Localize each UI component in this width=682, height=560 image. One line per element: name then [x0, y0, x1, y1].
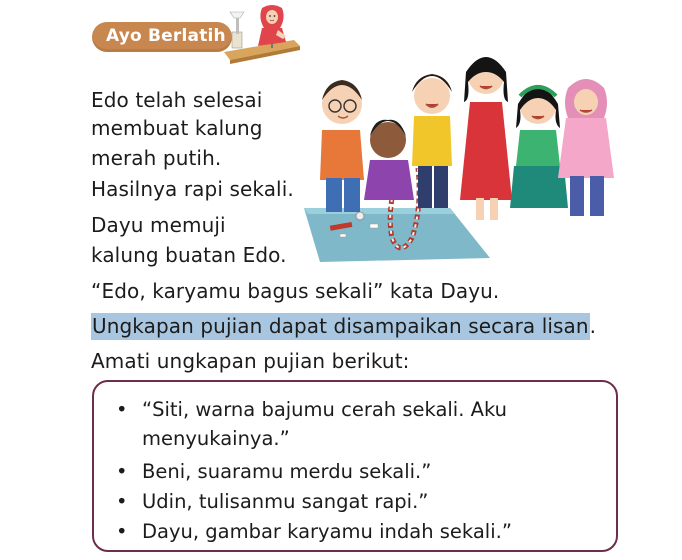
highlight-period: . — [589, 314, 597, 338]
examples-box — [92, 380, 618, 552]
section-badge — [92, 22, 232, 52]
story-line: merah putih. — [91, 146, 222, 170]
highlight-text: Ungkapan pujian dapat disampaikan secara lisan — [92, 314, 589, 338]
list-item-text: Dayu, gambar karyamu indah sekali.” — [142, 520, 512, 543]
badge-label: Ayo Berlatih — [106, 26, 226, 46]
bullet: • — [116, 398, 128, 421]
bullet: • — [116, 520, 128, 543]
list-item-text: menyukainya.” — [142, 427, 290, 450]
story-line: Dayu memuji — [91, 213, 226, 237]
story-line: kalung buatan Edo. — [91, 243, 287, 267]
children-praising-necklace-illustration — [300, 48, 630, 263]
story-line: Edo telah selesai — [91, 88, 263, 112]
highlighted-sentence — [91, 313, 596, 339]
bullet: • — [116, 490, 128, 513]
bullet: • — [116, 460, 128, 483]
list-item-text: Udin, tulisanmu sangat rapi.” — [142, 490, 429, 513]
girl-studying-at-desk-icon — [222, 2, 302, 72]
story-line: “Edo, karyamu bagus sekali” kata Dayu. — [91, 279, 500, 303]
story-line: Hasilnya rapi sekali. — [91, 177, 294, 201]
list-item-text: Beni, suaramu merdu sekali.” — [142, 460, 432, 483]
story-line: membuat kalung — [91, 116, 263, 140]
instruction-text: Amati ungkapan pujian berikut: — [91, 349, 410, 373]
list-item-text: “Siti, warna bajumu cerah sekali. Aku — [142, 398, 508, 421]
